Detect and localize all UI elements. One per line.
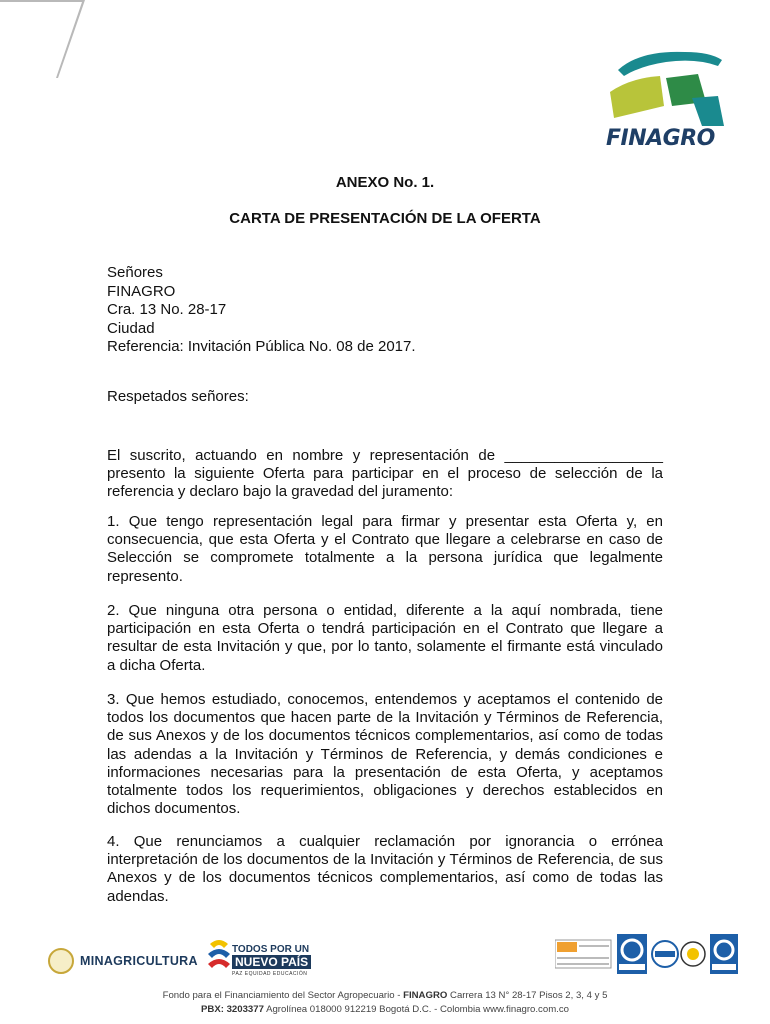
footer-street: Carrera 13 N° 28-17 Pisos 2, 3, 4 y 5 xyxy=(447,990,608,1001)
address-block xyxy=(107,264,416,357)
footer-pbx: PBX: 3203377 xyxy=(201,1004,264,1015)
clause-2: 2. Que ninguna otra persona o entidad, diferente a la aquí nombrada, tiene participación en esta Oferta o tendrá participación en el Contrato que llegare a resultar de esta Invitación y que, por lo tanto, solamente el firmante está vinculado a dicha Oferta. xyxy=(107,602,663,674)
ntcgp-1000-badge-icon xyxy=(710,934,738,974)
address-line: Cra. 13 No. 28-17 xyxy=(107,301,227,318)
intro-paragraph: El suscrito, actuando en nombre y representación de ___________________ presento la siguiente Oferta para participar en el proceso de selección de la referencia y declaro bajo la gravedad del juramento: xyxy=(107,447,663,501)
clause-4: 4. Que renunciamos a cualquier reclamación por ignorancia o errónea interpretación de los documentos de la Invitación y Términos de Referencia, de sus Anexos y de los documentos técnicos complementarios, así como de todas las adendas. xyxy=(107,833,663,905)
corner-decoration xyxy=(0,0,90,90)
footer-address xyxy=(0,990,770,1001)
address-line: Señores xyxy=(107,264,163,281)
tpn-line1: TODOS POR UN xyxy=(232,944,310,955)
clause-3: 3. Que hemos estudiado, conocemos, entendemos y aceptamos el contenido de todos los documentos que hacen parte de la Invitación y Términos de Referencia, de sus Anexos y de los documentos técnicos complementarios, así como de todas las adendas a la Invitación y Términos de Referencia, y demás condiciones e informaciones necesarias para la presentación de esta Oferta, y aceptamos totalmente todos los requerimientos, obligaciones y derechos establecidos en dichos documentos. xyxy=(107,691,663,818)
efr-badge-icon xyxy=(555,940,611,968)
address-line: Referencia: Invitación Pública No. 08 de 2017. xyxy=(107,338,416,355)
certification-badges xyxy=(555,934,740,986)
address-line: Ciudad xyxy=(107,319,155,337)
colombia-seal-icon xyxy=(48,948,74,974)
footer-agrolinea: Agrolínea 018000 912219 Bogotá D.C. - Colombia www.finagro.com.co xyxy=(263,1004,569,1015)
iqnet-badge-icon xyxy=(652,941,678,967)
iso-9001-badge-icon xyxy=(617,934,647,974)
document-title: CARTA DE PRESENTACIÓN DE LA OFERTA xyxy=(229,210,541,227)
tpn-line2: NUEVO PAÍS xyxy=(232,955,311,969)
minagricultura-logo xyxy=(48,948,198,974)
colombia-seal-badge-icon xyxy=(681,942,705,966)
footer-brand: FINAGRO xyxy=(403,990,448,1001)
footer-contact xyxy=(0,1004,770,1015)
finagro-logo-text: FINAGRO xyxy=(606,126,715,151)
tpn-line3: PAZ EQUIDAD EDUCACIÓN xyxy=(232,971,308,977)
salutation: Respetados señores: xyxy=(107,388,249,405)
clause-1: 1. Que tengo representación legal para firmar y presentar esta Oferta y, en consecuencia, que esta Oferta y el Contrato que llegare a celebrarse en caso de Selección se compromete totalmente a la persona jurídica que legalmente represento. xyxy=(107,513,663,585)
annex-title: ANEXO No. 1. xyxy=(335,174,435,191)
footer-fund-name: Fondo para el Financiamiento del Sector Agropecuario - xyxy=(162,990,404,1001)
todos-por-un-nuevo-pais-icon xyxy=(206,936,232,980)
address-line: FINAGRO xyxy=(107,282,176,300)
minagricultura-text: MINAGRICULTURA xyxy=(80,954,198,968)
